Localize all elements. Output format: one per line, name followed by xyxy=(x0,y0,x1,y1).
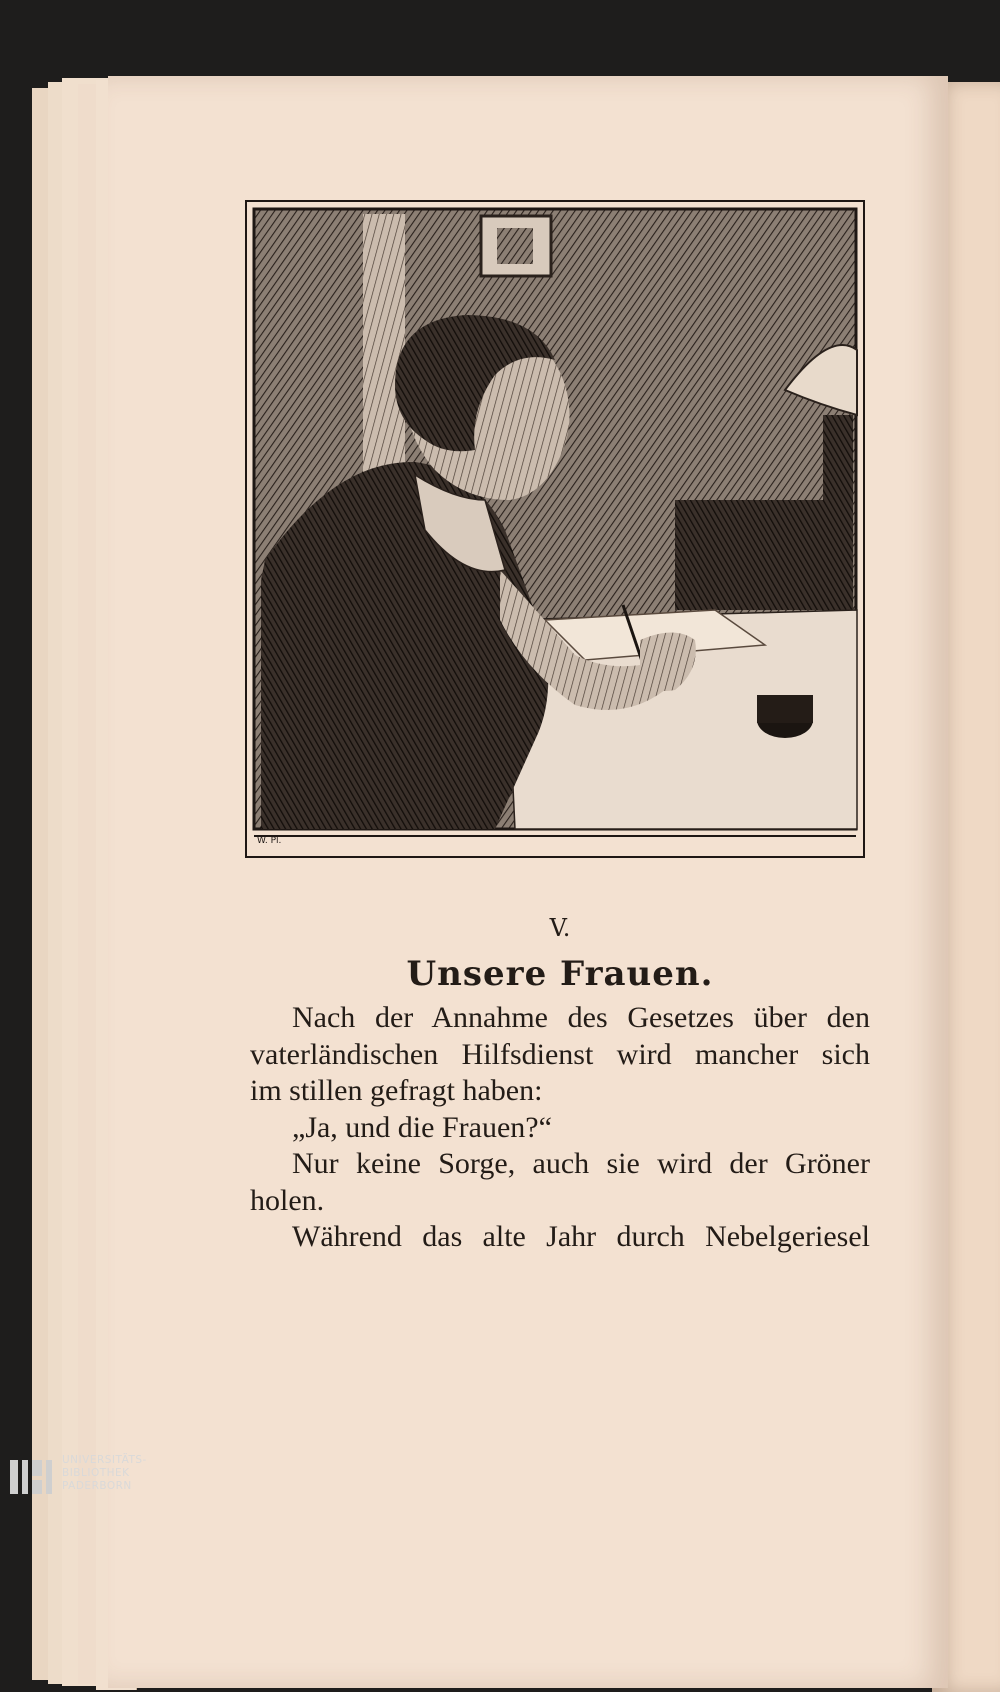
woodcut-illustration xyxy=(245,200,865,858)
library-logo-line: BIBLIOTHEK xyxy=(62,1467,130,1479)
text-line: im stillen gefragt haben: xyxy=(250,1074,543,1107)
text-line: Nur keine Sorge, auch sie wird der Gröner xyxy=(292,1147,870,1180)
library-logo-line: UNIVERSITÄTS- xyxy=(62,1454,147,1466)
library-logo xyxy=(8,1452,208,1498)
artist-signature: W. Pl. xyxy=(257,836,282,846)
text-line: „Ja, und die Frauen?“ xyxy=(292,1110,552,1144)
library-logo-line: PADERBORN xyxy=(62,1480,132,1492)
chapter-title: Unsere Frauen. xyxy=(406,954,714,994)
chapter-number: V. xyxy=(549,914,571,942)
text-line: Während das alte Jahr durch Nebelgeriesel xyxy=(292,1220,870,1253)
text-line: Nach der Annahme des Gesetzes über den xyxy=(292,1001,870,1034)
library-logo-mark-icon xyxy=(8,1456,56,1496)
chapter-body xyxy=(250,1000,870,1256)
text-line: holen. xyxy=(250,1183,325,1217)
text-line: vaterländischen Hilfsdienst wird mancher sich xyxy=(250,1037,870,1071)
